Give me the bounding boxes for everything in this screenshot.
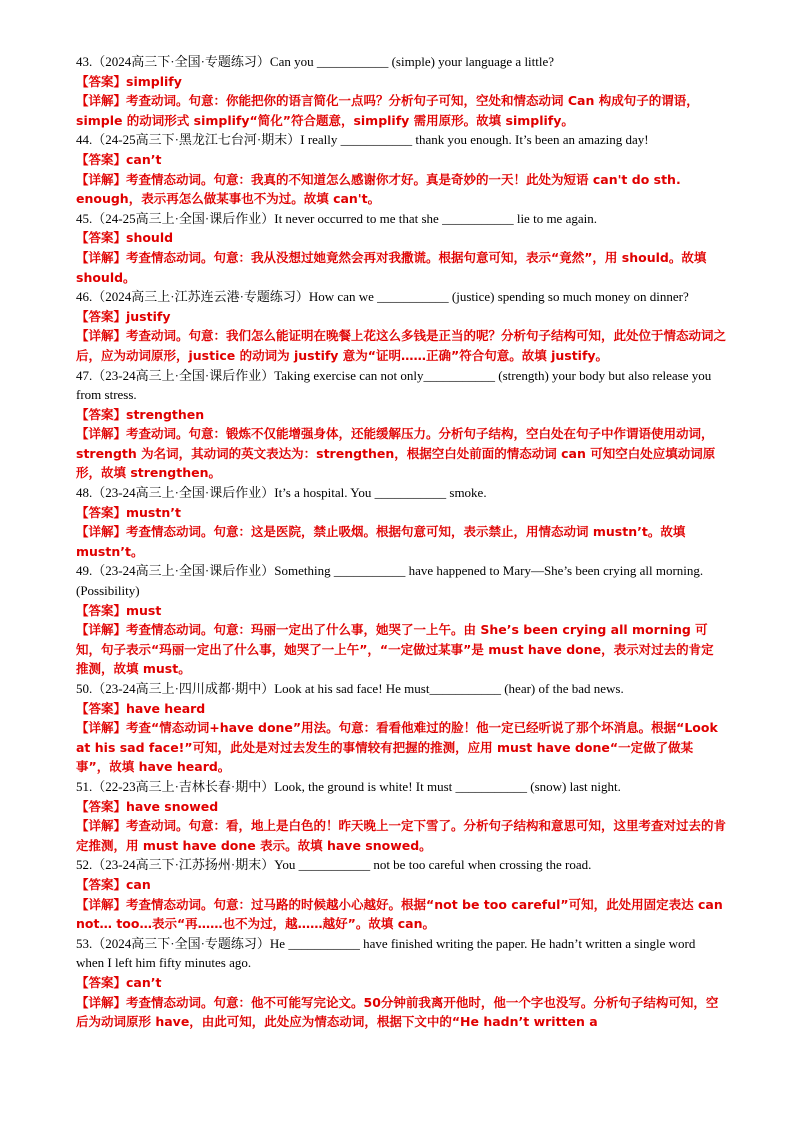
question-item-50	[76, 679, 726, 777]
explanation-text: 【详解】考查情态动词。句意：这是医院，禁止吸烟。根据句意可知，表示禁止，用情态动词 mustn’t。故填 mustn’t。	[76, 524, 686, 559]
answer-text: 【答案】mustn’t	[76, 504, 181, 520]
question-item-48	[76, 483, 726, 561]
answer-text: 【答案】must	[76, 602, 162, 618]
explanation-text: 【详解】考查动词。句意：锻炼不仅能增强身体，还能缓解压力。分析句子结构，空白处在句子中作谓语使用动词，strength 为名词，其动词的英文表达为：strengthen，根据空白处前面的情态动词 can 可知空白处应填动词原形，故填 strengthen。	[76, 426, 716, 481]
explanation-text: 【详解】考查情态动词。句意：我从没想过她竟然会再对我撒谎。根据句意可知，表示“竟然”，用 should。故填 should。	[76, 249, 707, 285]
answer-text: 【答案】simplify	[76, 73, 182, 89]
question-item-47	[76, 366, 726, 484]
question-text: 49.（23-24高三上·全国·课后作业）Something ___________ have happened to Mary—She’s been crying all morning. (Possibility)	[76, 563, 704, 599]
question-item-52	[76, 855, 726, 933]
question-item-46	[76, 287, 726, 365]
explanation-text: 【详解】考查动词。句意：我们怎么能证明在晚餐上花这么多钱是正当的呢？分析句子结构可知，此处位于情态动词之后，应为动词原形，justice 的动词为 justify 意为“证明……正确”符合句意。故填 justify。	[76, 328, 727, 363]
answer-text: 【答案】justify	[76, 308, 171, 324]
question-item-49	[76, 561, 726, 679]
answer-text: 【答案】strengthen	[76, 406, 205, 422]
question-text: 45.（24-25高三上·全国·课后作业）It never occurred to me that she ___________ lie to me again.	[76, 210, 597, 226]
answer-text: 【答案】can’t	[76, 974, 162, 990]
question-item-53	[76, 934, 726, 1032]
question-text: 53.（2024高三下·全国·专题练习）He ___________ have finished writing the paper. He hadn’t written a single word when I left him fifty minutes ago.	[76, 935, 696, 971]
explanation-text: 【详解】考查动词。句意：你能把你的语言简化一点吗？分析句子可知，空处和情态动词 Can 构成句子的谓语，simple 的动词形式 simplify“简化”符合题意，simplify 需用原形。故填 simplify。	[76, 93, 699, 128]
explanation-text: 【详解】考查情态动词。句意：他不可能写完论文。50分钟前我离开他时，他一个字也没写。分析句子结构可知，空后为动词原形 have，由此可知，此处应为情态动词，根据下文中的“He hadn’t written a	[76, 994, 719, 1030]
answer-text: 【答案】should	[76, 230, 174, 246]
answer-text: 【答案】have snowed	[76, 798, 219, 814]
question-item-43	[76, 52, 726, 130]
question-text: 48.（23-24高三上·全国·课后作业）It’s a hospital. You ___________ smoke.	[76, 485, 487, 501]
answer-text: 【答案】can	[76, 876, 151, 892]
worksheet-page	[76, 52, 726, 1032]
explanation-text: 【详解】考查动词。句意：看，地上是白色的！昨天晚上一定下雪了。分析句子结构和意思可知，这里考查对过去的肯定推测，用 must have done 表示。故填 have snowed。	[76, 818, 727, 853]
question-text: 46.（2024高三上·江苏连云港·专题练习）How can we ___________ (justice) spending so much money on dinner?	[76, 289, 689, 305]
explanation-text: 【详解】考查“情态动词+have done”用法。句意：看看他难过的脸！他一定已经听说了那个坏消息。根据“Look at his sad face!”可知，此处是对过去发生的事情较有把握的推测，应用 must have done“一定做了做某事”，故填 have heard。	[76, 720, 718, 775]
question-item-51	[76, 777, 726, 855]
question-text: 43.（2024高三下·全国·专题练习）Can you ___________ (simple) your language a little?	[76, 54, 555, 69]
question-text: 50.（23-24高三上·四川成都·期中）Look at his sad face! He must___________ (hear) of the bad news.	[76, 681, 624, 696]
question-text: 47.（23-24高三上·全国·课后作业）Taking exercise can not only___________ (strength) your body but also release you from stress.	[76, 367, 712, 403]
explanation-text: 【详解】考查情态动词。句意：玛丽一定出了什么事，她哭了一上午。由 She’s been crying all morning 可知，句子表示“玛丽一定出了什么事，她哭了一上午”，“一定做过某事”是 must have done，表示对过去的肯定推测，故填 must。	[76, 622, 714, 677]
question-item-44	[76, 130, 726, 208]
answer-text: 【答案】can’t	[76, 151, 162, 167]
explanation-text: 【详解】考查情态动词。句意：过马路的时候越小心越好。根据“not be too careful”可知，此处用固定表达 can not… too…表示“再……也不为过，越……越好”。故填 can。	[76, 896, 723, 932]
question-item-45	[76, 209, 726, 287]
question-text: 52.（23-24高三下·江苏扬州·期末）You ___________ not be too careful when crossing the road.	[76, 857, 592, 873]
question-text: 44.（24-25高三下·黑龙江七台河·期末）I really ___________ thank you enough. It’s been an amazing day!	[76, 132, 649, 148]
explanation-text: 【详解】考查情态动词。句意：我真的不知道怎么感谢你才好。真是奇妙的一天！此处为短语 can't do sth. enough，表示再怎么做某事也不为过。故填 can't。	[76, 171, 681, 207]
answer-text: 【答案】have heard	[76, 700, 206, 716]
question-text: 51.（22-23高三上·吉林长春·期中）Look, the ground is white! It must ___________ (snow) last night.	[76, 778, 621, 794]
